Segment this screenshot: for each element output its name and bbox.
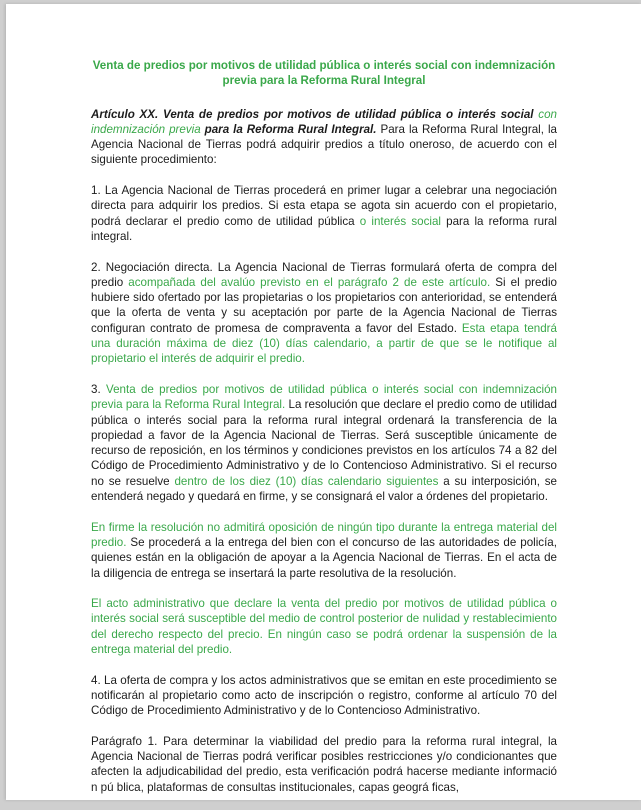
paragraph-3-highlight-2: dentro de los diez (10) días calendario siguientes — [174, 474, 439, 488]
paragraph-7 — [91, 734, 557, 795]
article-intro: Para la Reforma Rural Integral, la Agencia Nacional de Tierras podrá adquirir predios a título oneroso, de acuerdo con el siguiente procedimiento: — [91, 122, 557, 167]
paragraph-5 — [91, 596, 557, 657]
document-title: Venta de predios por motivos de utilidad pública o interés social con indemnización previa para la Reforma Rural Integral — [92, 59, 556, 88]
paragraph-3-text: La resolución que declare el predio como de utilidad pública o interés social para la reforma rural integral ordenará la transferencia de la propiedad a favor de la Agencia Nacional de Tierras. Será susceptible únicamente de recurso de reposición, en los términos y condiciones previstos en los artículos 74 a 82 del Código de Procedimiento Administrativo y de lo Contencioso Administrativo. Si el recurso no se resuelve — [91, 398, 558, 488]
paragraph-1-end: para la reforma rural integral. — [91, 214, 557, 243]
article-heading: Venta de predios por motivos de utilidad pública o interés social — [163, 107, 534, 121]
article-label: Artículo XX. — [91, 107, 159, 121]
paragraph-4-highlight: En firme la resolución no admitirá oposición de ningún tipo durante la entrega material del predio. — [91, 520, 557, 549]
paragraph-1-highlight: o interés social — [359, 214, 441, 228]
article-paragraph — [91, 107, 557, 168]
paragraph-3-end: a su interposición, se entenderá negado y quedará en firme, y se consignará el valor a órdenes del propietario. — [91, 474, 557, 504]
paragraph-2-highlight-1: acompañada del avalúo previsto en el parágrafo 2 de este artículo. — [128, 275, 491, 289]
paragraph-2-text: 2. Negociación directa. La Agencia Nacional de Tierras formulará oferta de compra del predio — [91, 260, 557, 289]
paragraph-1-text: 1. La Agencia Nacional de Tierras procederá en primer lugar a celebrar una negociación directa para adquirir los predios. Si esta etapa se agota sin acuerdo con el propietario, podrá declarar el predio como de utilidad pública — [91, 184, 557, 228]
paragraph-3 — [91, 382, 557, 504]
paragraph-2 — [91, 260, 557, 367]
document-page — [6, 4, 641, 800]
paragraph-1 — [91, 183, 557, 244]
paragraph-6-text: 4. La oferta de compra y los actos administrativos que se emitan en este procedimiento se notificarán al propietario como acto de inscripción o registro, conforme al artículo 70 del Código de Procedimiento Administrativo y de lo Contencioso Administrativo. — [91, 673, 557, 718]
paragraph-2-highlight-2: Esta etapa tendrá una duración máxima de diez (10) días calendario, a partir de que se le notifique al propietario el interés de adquirir el predio. — [91, 321, 557, 366]
paragraph-3-number: 3. — [91, 382, 101, 396]
paragraph-5-highlight: El acto administrativo que declare la venta del predio por motivos de utilidad pública o interés social será susceptible del medio de control posterior de nulidad y restablecimiento del derecho respecto del precio. En ningún caso se podrá ordenar la suspensión de la entrega material del predio. — [91, 597, 557, 656]
paragraph-3-highlight-1: Venta de predios por motivos de utilidad pública o interés social con indemnización previa para la Reforma Rural Integral. — [91, 382, 557, 412]
paragraph-4 — [91, 520, 557, 581]
document-body — [91, 58, 557, 810]
paragraph-2-middle: Si el predio hubiere sido ofertado por las propietarias o los propietarios con anterioridad, se entenderá que la oferta de venta y su aceptación por parte de la Agencia Nacional de Tierras configuran contrato de promesa de compraventa a favor del Estado. — [91, 275, 557, 335]
article-heading-highlight: con indemnización previa — [91, 107, 557, 136]
article-heading-end: para la Reforma Rural Integral. — [204, 122, 377, 136]
paragraph-6 — [91, 673, 557, 719]
paragraph-7-text: Parágrafo 1. Para determinar la viabilidad del predio para la reforma rural integral, la Agencia Nacional de Tierras podrá verificar posibles restricciones y/o condicionantes que afecten la adjudicabilidad del predio, esta verificación podrá hacerse mediante informació n pú blica, plataformas de consultas institucionales, capas geográ ficas, — [91, 734, 557, 794]
paragraph-4-text: Se procederá a la entrega del bien con el concurso de las autoridades de policía, quienes están en la obligación de apoyar a la Agencia Nacional de Tierras. En el acta de la diligencia de entrega se insertará la parte resolutiva de la resolución. — [91, 535, 557, 580]
